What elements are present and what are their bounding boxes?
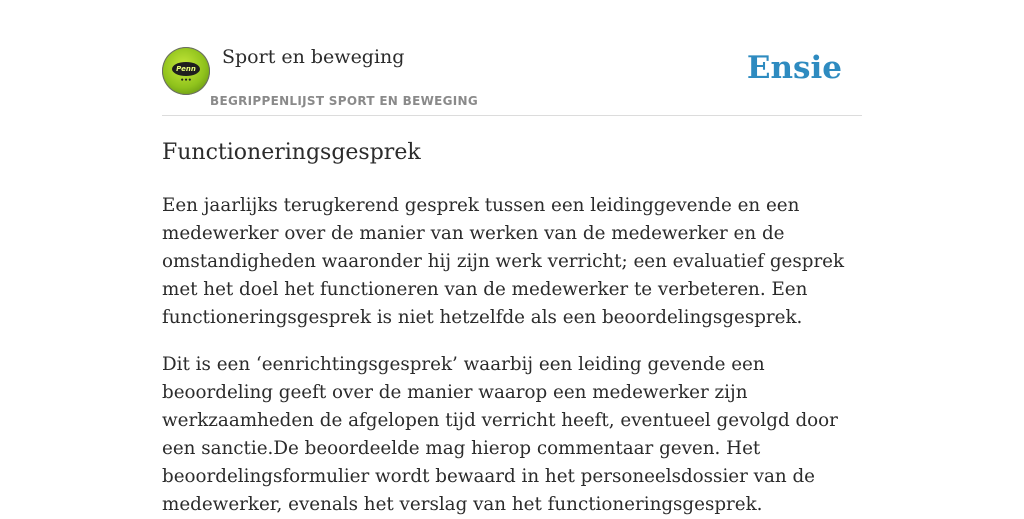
definition-paragraph: Dit is een ‘eenrichtingsgesprek’ waarbij een leiding gevende een beoordeling geeft over de manier waarop een medewerker zijn werkzaamheden de afgelopen tijd verricht heeft, eventueel gevolgd door een sanctie.De beoordeelde mag hierop commentaar geven. Het beoordelingsformulier wordt bewaard in het personeelsdossier van de medewerker, evenals het verslag van het functioneringsgesprek.: [162, 354, 838, 515]
avatar-dots: •••: [180, 77, 192, 84]
page: [162, 0, 862, 515]
brand-logo[interactable]: Ensie: [746, 50, 842, 86]
page-title: Functioneringsgesprek: [162, 140, 421, 165]
tennis-ball-icon[interactable]: [162, 47, 210, 95]
site-title[interactable]: Sport en beweging: [222, 46, 405, 68]
site-subtitle[interactable]: BEGRIPPENLIJST SPORT EN BEWEGING: [210, 94, 479, 108]
header: [162, 0, 862, 116]
definition-paragraph: Een jaarlijks terugkerend gesprek tussen een leidinggevende en een medewerker over de manier van werken van de medewerker en de omstandigheden waaronder hij zijn werk verricht; een evaluatief gesprek met het doel het functioneren van de medewerker te verbeteren. Een functioneringsgesprek is niet hetzelfde als een beoordelingsgesprek.: [162, 195, 845, 328]
avatar-logo-text: Penn: [172, 62, 200, 76]
